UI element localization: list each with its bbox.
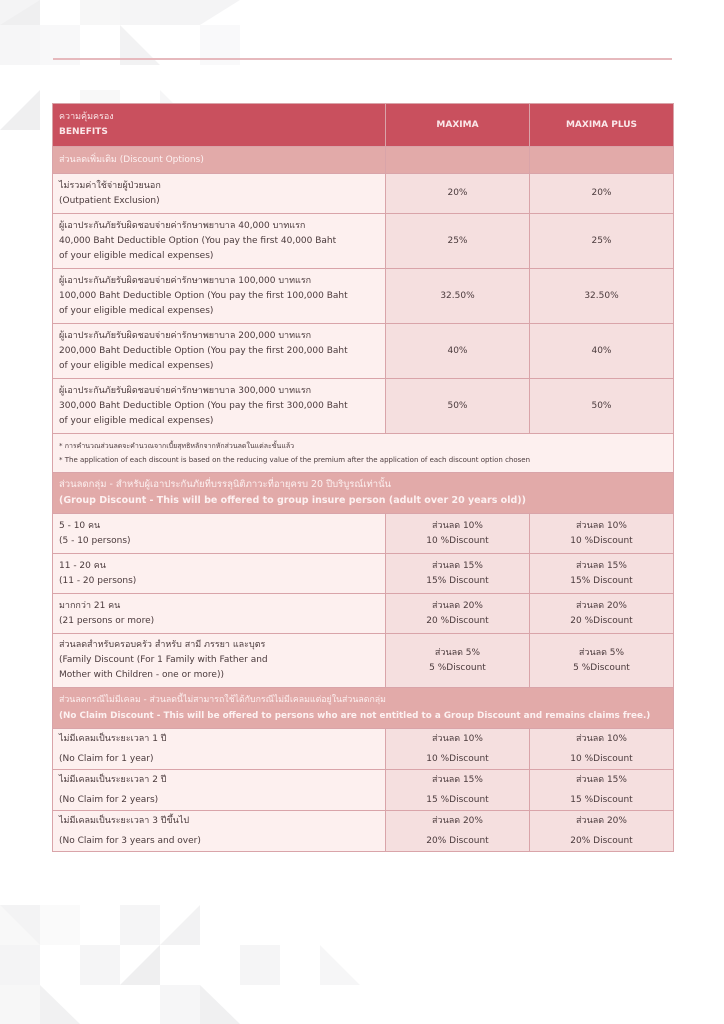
maxima-value-th: ส่วนลด 15% (432, 560, 483, 571)
row-label-th: ไม่รวมค่าใช้จ่ายผู้ป่วยนอก (59, 180, 161, 191)
maxima-plus-value: 40% (530, 324, 674, 379)
benefits-header-th: ความคุ้มครอง (59, 112, 114, 122)
section-title-en: (No Claim Discount - This will be offered to persons who are not entitled to a Group Discount and remains claims free.) (59, 711, 651, 721)
section-title-th: ส่วนลดกรณีไม่มีเคลม - ส่วนลดนี้ไม่สามารถใช้ได้กับกรณีไม่มีเคลมแต่อยู่ในส่วนลดกลุ่ม (59, 695, 386, 705)
maxima-plus-value-th: ส่วนลด 20% (576, 600, 627, 611)
row-label-en: (No Claim for 2 years) (59, 795, 159, 805)
benefits-header-en: BENEFITS (59, 127, 108, 137)
maxima-value-th: ส่วนลด 10% (432, 734, 483, 744)
maxima-value-en: 10 %Discount (426, 535, 489, 546)
section-title-en: (Group Discount - This will be offered to group insure person (adult over 20 years old)) (59, 495, 526, 506)
row-label-th: ไม่มีเคลมเป็นระยะเวลา 1 ปี (59, 734, 167, 744)
row-label-en: (No Claim for 3 years and over) (59, 836, 201, 846)
table-row (53, 729, 674, 770)
row-label-th: ไม่มีเคลมเป็นระยะเวลา 3 ปีขึ้นไป (59, 816, 190, 826)
row-label-en: 40,000 Baht Deductible Option (You pay the first 40,000 Baht (59, 235, 337, 246)
row-label-en: (21 persons or more) (59, 615, 155, 626)
maxima-value: 50% (386, 379, 530, 434)
maxima-value-en: 20% Discount (426, 836, 489, 846)
row-label-en-cont: of your eligible medical expenses) (59, 305, 214, 316)
maxima-value-th: ส่วนลด 5% (434, 647, 481, 658)
maxima-column-header: MAXIMA (386, 104, 530, 147)
section-group-discount (53, 473, 674, 514)
maxima-plus-value-th: ส่วนลด 5% (578, 647, 625, 658)
maxima-plus-value: 25% (530, 214, 674, 269)
maxima-value-th: ส่วนลด 20% (432, 816, 483, 826)
section-title-th: ส่วนลดกลุ่ม - สำหรับผู้เอาประกันภัยที่บรรลุนิติภาวะที่อายุครบ 20 ปีบริบูรณ์เท่านั้น (59, 479, 392, 490)
table-row (53, 379, 674, 434)
row-label-th: ไม่มีเคลมเป็นระยะเวลา 2 ปี (59, 775, 167, 785)
maxima-value-th: ส่วนลด 20% (432, 600, 483, 611)
table-row (53, 269, 674, 324)
row-label-en: (Family Discount (For 1 Family with Father and (59, 655, 268, 665)
row-label-en: (No Claim for 1 year) (59, 754, 154, 764)
section-blank-cell (386, 147, 530, 174)
table-row (53, 174, 674, 214)
row-label-en-cont: of your eligible medical expenses) (59, 250, 214, 261)
maxima-plus-value-en: 10 %Discount (570, 535, 633, 546)
discount-footnote-row (53, 434, 674, 473)
section-blank-cell (530, 147, 674, 174)
row-label-th: ผู้เอาประกันภัยรับผิดชอบจ่ายค่ารักษาพยาบาล 300,000 บาทแรก (59, 385, 312, 396)
maxima-plus-column-header: MAXIMA PLUS (530, 104, 674, 147)
row-label-th: 11 - 20 คน (59, 560, 106, 571)
benefits-header (53, 104, 386, 147)
row-label-en: (11 - 20 persons) (59, 575, 137, 586)
table-header-row (53, 104, 674, 147)
table-row (53, 214, 674, 269)
row-label-en: 200,000 Baht Deductible Option (You pay the first 200,000 Baht (59, 345, 348, 356)
row-label-en: (5 - 10 persons) (59, 535, 131, 546)
table-row (53, 514, 674, 554)
row-label-en-cont: Mother with Children - one or more)) (59, 670, 224, 680)
section-discount-options (53, 147, 674, 174)
top-divider-line (53, 58, 672, 60)
row-label-en: 100,000 Baht Deductible Option (You pay the first 100,000 Baht (59, 290, 348, 301)
maxima-plus-value-th: ส่วนลด 15% (576, 560, 627, 571)
maxima-plus-value-th: ส่วนลด 10% (576, 734, 627, 744)
footnote-en: * The application of each discount is based on the reducing value of the premium after the application of each discount option chosen (59, 456, 531, 464)
maxima-value-th: ส่วนลด 10% (432, 520, 483, 531)
maxima-plus-value-en: 5 %Discount (573, 662, 630, 673)
row-label-th: ผู้เอาประกันภัยรับผิดชอบจ่ายค่ารักษาพยาบาล 40,000 บาทแรก (59, 220, 306, 231)
row-label-th: มากกว่า 21 คน (59, 600, 121, 611)
row-label-en-cont: of your eligible medical expenses) (59, 360, 214, 371)
maxima-value-en: 15% Discount (426, 575, 489, 586)
maxima-plus-value-en: 15% Discount (570, 575, 633, 586)
maxima-value-th: ส่วนลด 15% (432, 775, 483, 785)
maxima-value: 32.50% (386, 269, 530, 324)
footnote-th: * การคำนวณส่วนลดจะคำนวณจากเบี้ยสุทธิหลักจากหักส่วนลดในแต่ละขั้นแล้ว (59, 442, 295, 450)
row-label-th: ส่วนลดสำหรับครอบครัว สำหรับ สามี ภรรยา และบุตร (59, 640, 266, 650)
maxima-value: 25% (386, 214, 530, 269)
row-label-th: ผู้เอาประกันภัยรับผิดชอบจ่ายค่ารักษาพยาบาล 200,000 บาทแรก (59, 330, 312, 341)
maxima-plus-value: 50% (530, 379, 674, 434)
row-label-en: (Outpatient Exclusion) (59, 195, 160, 206)
table-row (53, 634, 674, 688)
maxima-plus-value-th: ส่วนลด 20% (576, 816, 627, 826)
row-label-th: 5 - 10 คน (59, 520, 101, 531)
benefits-discount-table (52, 103, 674, 852)
maxima-value-en: 20 %Discount (426, 615, 489, 626)
maxima-value: 40% (386, 324, 530, 379)
maxima-plus-value-en: 10 %Discount (570, 754, 633, 764)
maxima-value-en: 15 %Discount (426, 795, 489, 805)
table-row (53, 324, 674, 379)
maxima-plus-value-th: ส่วนลด 10% (576, 520, 627, 531)
row-label-th: ผู้เอาประกันภัยรับผิดชอบจ่ายค่ารักษาพยาบาล 100,000 บาทแรก (59, 275, 312, 286)
section-title: ส่วนลดเพิ่มเติม (Discount Options) (53, 147, 386, 174)
table-row (53, 770, 674, 811)
table-row (53, 811, 674, 852)
section-no-claim-discount (53, 688, 674, 729)
maxima-plus-value-th: ส่วนลด 15% (576, 775, 627, 785)
table-row (53, 554, 674, 594)
maxima-plus-value: 32.50% (530, 269, 674, 324)
maxima-value-en: 5 %Discount (429, 662, 486, 673)
maxima-plus-value-en: 20% Discount (570, 836, 633, 846)
row-label-en: 300,000 Baht Deductible Option (You pay the first 300,000 Baht (59, 400, 348, 411)
maxima-plus-value-en: 15 %Discount (570, 795, 633, 805)
row-label-en-cont: of your eligible medical expenses) (59, 415, 214, 426)
maxima-plus-value-en: 20 %Discount (570, 615, 633, 626)
maxima-plus-value: 20% (530, 174, 674, 214)
maxima-value: 20% (386, 174, 530, 214)
maxima-value-en: 10 %Discount (426, 754, 489, 764)
table-row (53, 594, 674, 634)
